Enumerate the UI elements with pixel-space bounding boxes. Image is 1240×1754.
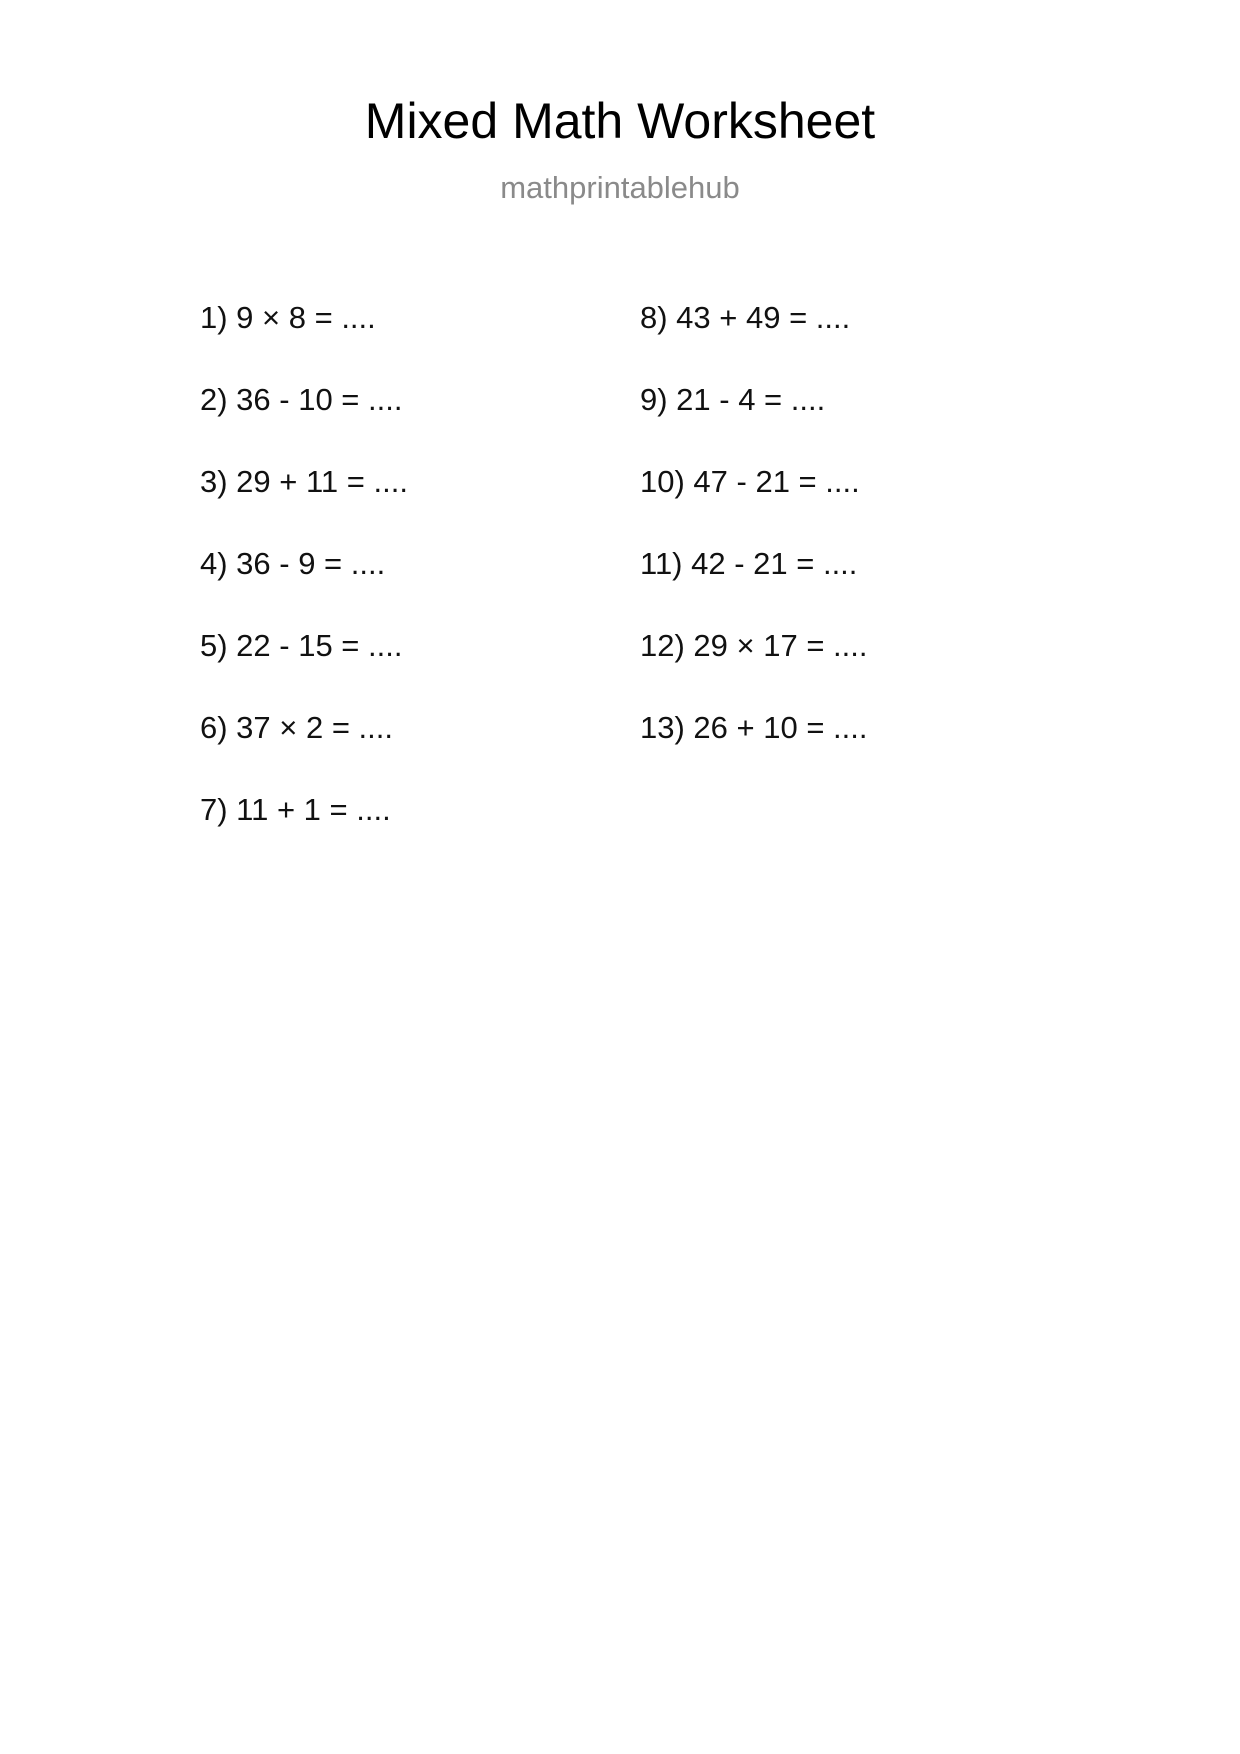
problem-item: 2) 36 - 10 = ....: [200, 382, 403, 417]
problem-column-left: [200, 302, 640, 876]
problem-column-right: [640, 302, 1080, 794]
problem-item: 11) 42 - 21 = ....: [640, 546, 858, 581]
problem-item: 8) 43 + 49 = ....: [640, 300, 851, 335]
problem-item: 1) 9 × 8 = ....: [200, 300, 376, 335]
problem-item: 3) 29 + 11 = ....: [200, 464, 408, 499]
problem-item: 7) 11 + 1 = ....: [200, 792, 391, 827]
page-subtitle: mathprintablehub: [500, 170, 740, 205]
page-title: Mixed Math Worksheet: [364, 93, 876, 149]
problem-item: 5) 22 - 15 = ....: [200, 628, 403, 663]
problem-list: [0, 302, 1240, 876]
problem-item: 10) 47 - 21 = ....: [640, 464, 860, 499]
problem-item: 6) 37 × 2 = ....: [200, 710, 394, 745]
problem-item: 9) 21 - 4 = ....: [640, 382, 826, 417]
problem-item: 4) 36 - 9 = ....: [200, 546, 386, 581]
problem-item: 13) 26 + 10 = ....: [640, 710, 868, 745]
problem-item: 12) 29 × 17 = ....: [640, 628, 868, 663]
